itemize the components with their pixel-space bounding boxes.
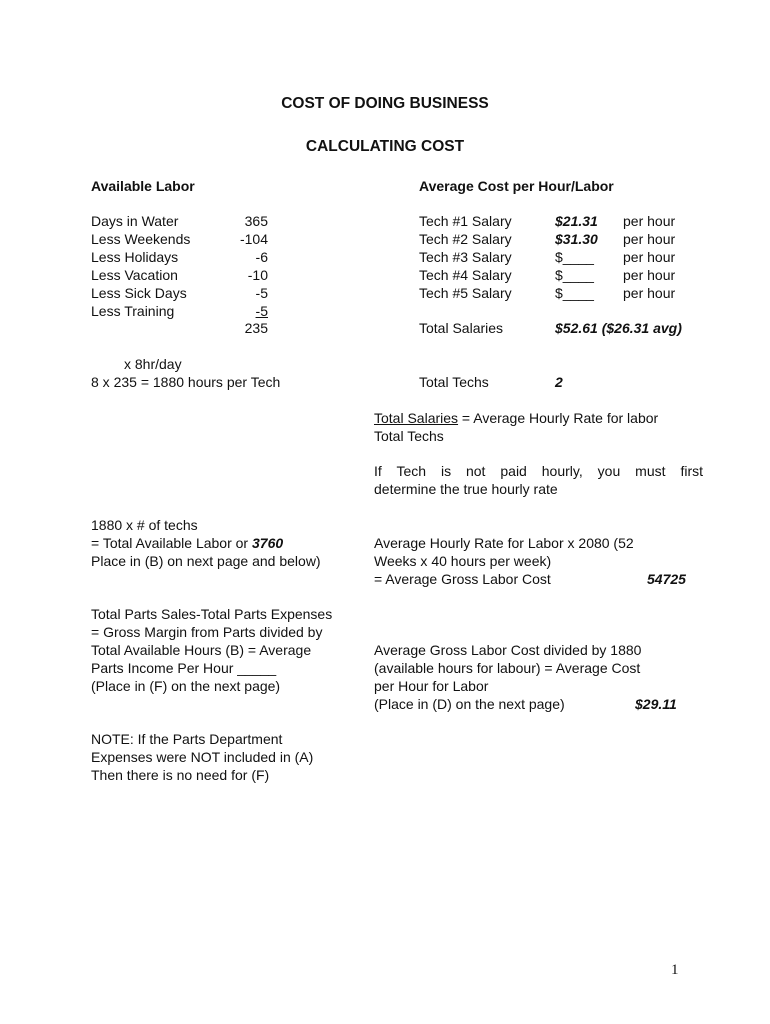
total-salaries-value: $52.61 ($26.31 avg) [555,320,682,336]
tech-salary-value: $____ [555,285,594,301]
row-value: -6 [255,249,268,265]
hourly-note-line-2: determine the true hourly rate [374,481,558,497]
formula-numerator: Total Salaries [374,410,459,426]
total-available-labor-value: 3760 [252,535,284,551]
avg-line-4: (Place in (D) on the next page) [374,696,565,712]
total-available-labor-text: = Total Available Labor or [91,535,249,551]
tech-salary-unit: per hour [623,285,676,301]
row-value: -10 [247,267,268,283]
formula-denominator: Total Techs [374,428,444,444]
tech-salary-unit: per hour [623,249,676,265]
tech-salary-label: Tech #2 Salary [419,231,512,247]
parts-line: = Gross Margin from Parts divided by [91,624,323,640]
gross-line-2: Weeks x 40 hours per week) [374,553,552,569]
techs-line-3: Place in (B) on next page and below) [91,553,321,569]
gross-line-3: = Average Gross Labor Cost [374,571,551,587]
tech-salary-value: $21.31 [555,213,598,229]
parts-line: Total Available Hours (B) = Average [91,642,312,658]
row-value: -5 [255,285,268,301]
tech-salary-value: $____ [555,249,594,265]
parts-line: (Place in (F) on the next page) [91,678,281,694]
row-label: Days in Water [91,213,179,229]
row-label: Less Holidays [91,249,179,265]
total-days: 235 [244,320,268,336]
tech-salary-unit: per hour [623,213,676,229]
tech-salary-label: Tech #3 Salary [419,249,512,265]
tech-salary-label: Tech #4 Salary [419,267,512,283]
row-label: Less Training [91,303,175,319]
row-label: Less Weekends [91,231,191,247]
row-value: -5 [255,303,268,319]
techs-line-1: 1880 x # of techs [91,517,198,533]
techs-line-2 [91,535,283,552]
note-line: Expenses were NOT included in (A) [91,749,314,765]
page-title: COST OF DOING BUSINESS [281,95,489,112]
tech-salary-unit: per hour [623,267,676,283]
gross-labor-cost-value: 54725 [647,571,686,587]
tech-salary-unit: per hour [623,231,676,247]
note-line: Then there is no need for (F) [91,767,270,783]
page-number: 1 [671,962,679,978]
total-salaries-label: Total Salaries [419,320,504,336]
avg-line-2: (available hours for labour) = Average Cost [374,660,641,676]
note-line: NOTE: If the Parts Department [91,731,283,747]
avg-line-1: Average Gross Labor Cost divided by 1880 [374,642,642,658]
tech-salary-label: Tech #5 Salary [419,285,512,301]
row-label: Less Vacation [91,267,178,283]
page-subtitle: CALCULATING COST [305,138,465,155]
formula-rest: = Average Hourly Rate for labor [458,410,659,426]
row-label: Less Sick Days [91,285,187,301]
tech-salary-value: $31.30 [555,231,598,247]
tech-salary-value: $____ [555,267,594,283]
parts-line: Parts Income Per Hour _____ [91,660,277,676]
formula-line [374,410,658,427]
per-day-text: x 8hr/day [124,356,182,372]
available-labor-heading: Available Labor [91,178,195,194]
avg-line-3: per Hour for Labor [374,678,489,694]
row-value: 365 [244,213,268,229]
avg-cost-per-hour-value: $29.11 [635,696,677,712]
gross-line-1: Average Hourly Rate for Labor x 2080 (52 [374,535,634,551]
row-value: -104 [239,231,268,247]
avg-cost-heading: Average Cost per Hour/Labor [419,178,614,194]
hours-per-tech: 8 x 235 = 1880 hours per Tech [91,374,281,390]
parts-line: Total Parts Sales-Total Parts Expenses [91,606,333,622]
hourly-note-line-1: If Tech is not paid hourly, you must first [374,463,703,479]
tech-salary-label: Tech #1 Salary [419,213,512,229]
total-techs-label: Total Techs [419,374,489,390]
total-techs-value: 2 [555,374,563,390]
